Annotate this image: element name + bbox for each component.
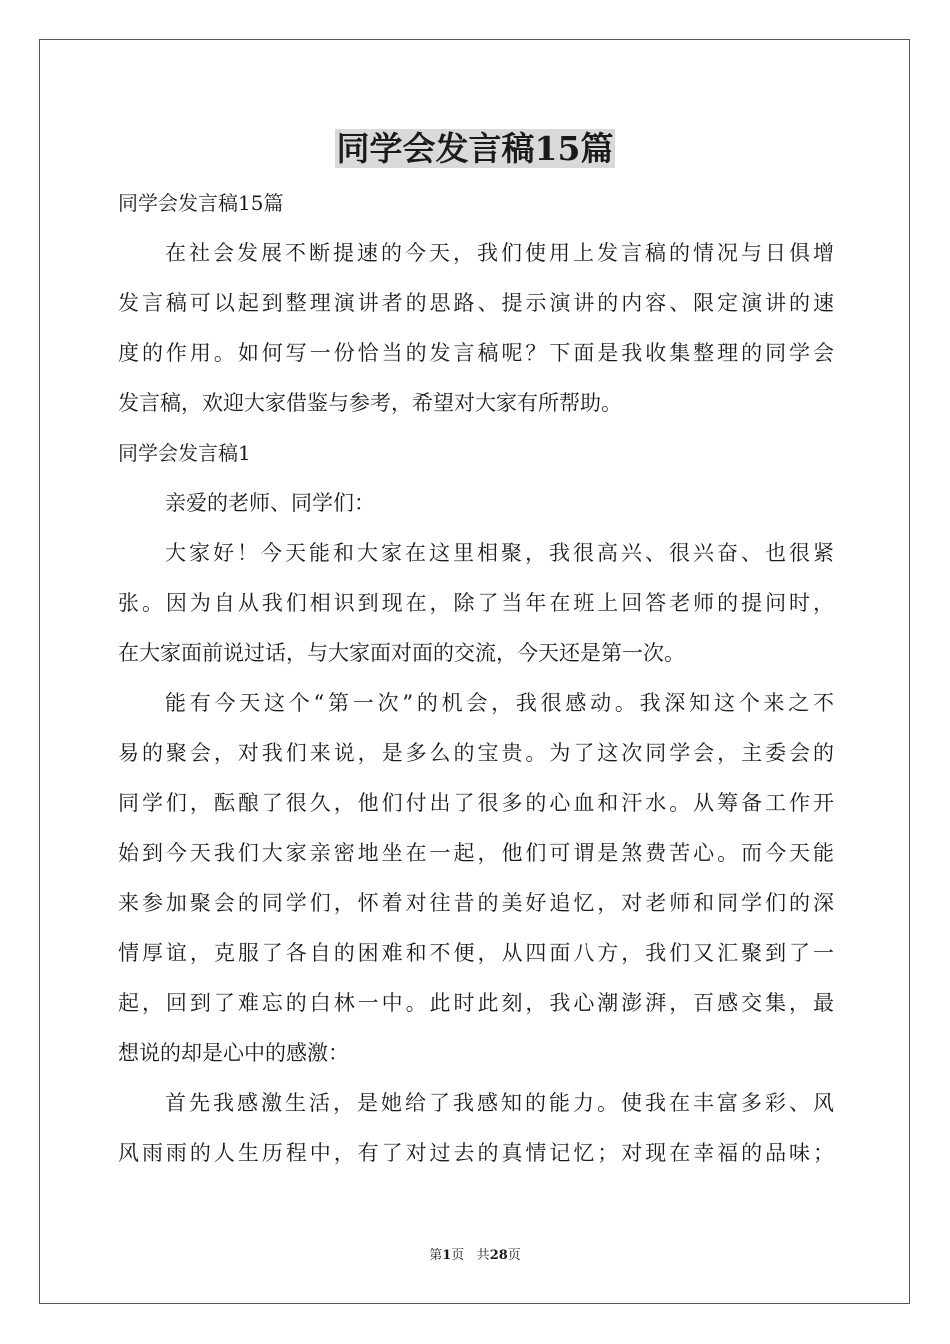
paragraph-line: 想说的却是心中的感激： — [118, 1041, 349, 1065]
paragraph-line: 始到今天我们大家亲密地坐在一起，他们可谓是煞费苦心。而今天能 — [118, 841, 834, 865]
section-heading: 同学会发言稿15篇 — [118, 191, 284, 215]
document-title — [0, 128, 950, 170]
paragraph-line: 首先我感激生活，是她给了我感知的能力。使我在丰富多彩、风 — [165, 1091, 834, 1115]
paragraph-line: 大家好！今天能和大家在这里相聚，我很高兴、很兴奋、也很紧 — [165, 541, 834, 565]
page-footer — [0, 1247, 950, 1265]
page-prefix: 第 — [429, 1248, 443, 1263]
paragraph-line: 同学们，酝酿了很久，他们付出了很多的心血和汗水。从筹备工作开 — [118, 791, 834, 815]
section-heading: 同学会发言稿1 — [118, 441, 251, 465]
page-number: 1 — [442, 1248, 452, 1263]
paragraph-line: 发言稿，欢迎大家借鉴与参考，希望对大家有所帮助。 — [118, 391, 622, 415]
page-suffix: 页 — [451, 1248, 465, 1263]
paragraph-line: 在大家面前说过话，与大家面对面的交流，今天还是第一次。 — [118, 641, 685, 665]
total-prefix: 共 — [476, 1248, 490, 1263]
paragraph-line: 能有今天这个“第一次”的机会，我很感动。我深知这个来之不 — [165, 691, 834, 715]
document-body — [118, 178, 834, 1178]
paragraph-line: 易的聚会，对我们来说，是多么的宝贵。为了这次同学会，主委会的 — [118, 741, 834, 765]
paragraph-line: 情厚谊，克服了各自的困难和不便，从四面八方，我们又汇聚到了一 — [118, 941, 834, 965]
document-title-text: 同学会发言稿15篇 — [336, 129, 614, 168]
total-suffix: 页 — [507, 1248, 521, 1263]
paragraph-line: 亲爱的老师、同学们： — [165, 491, 375, 515]
paragraph-line: 起，回到了难忘的白林一中。此时此刻，我心潮澎湃，百感交集，最 — [118, 991, 834, 1015]
paragraph-line: 风雨雨的人生历程中，有了对过去的真情记忆；对现在幸福的品味； — [118, 1141, 834, 1165]
paragraph-line: 度的作用。如何写一份恰当的发言稿呢？下面是我收集整理的同学会 — [118, 341, 834, 365]
paragraph-line: 张。因为自从我们相识到现在，除了当年在班上回答老师的提问时， — [118, 591, 834, 615]
paragraph-line: 在社会发展不断提速的今天，我们使用上发言稿的情况与日俱增 — [165, 241, 834, 265]
total-pages: 28 — [489, 1248, 508, 1263]
paragraph-line: 来参加聚会的同学们，怀着对往昔的美好追忆，对老师和同学们的深 — [118, 891, 834, 915]
paragraph-line: 发言稿可以起到整理演讲者的思路、提示演讲的内容、限定演讲的速 — [118, 291, 834, 315]
